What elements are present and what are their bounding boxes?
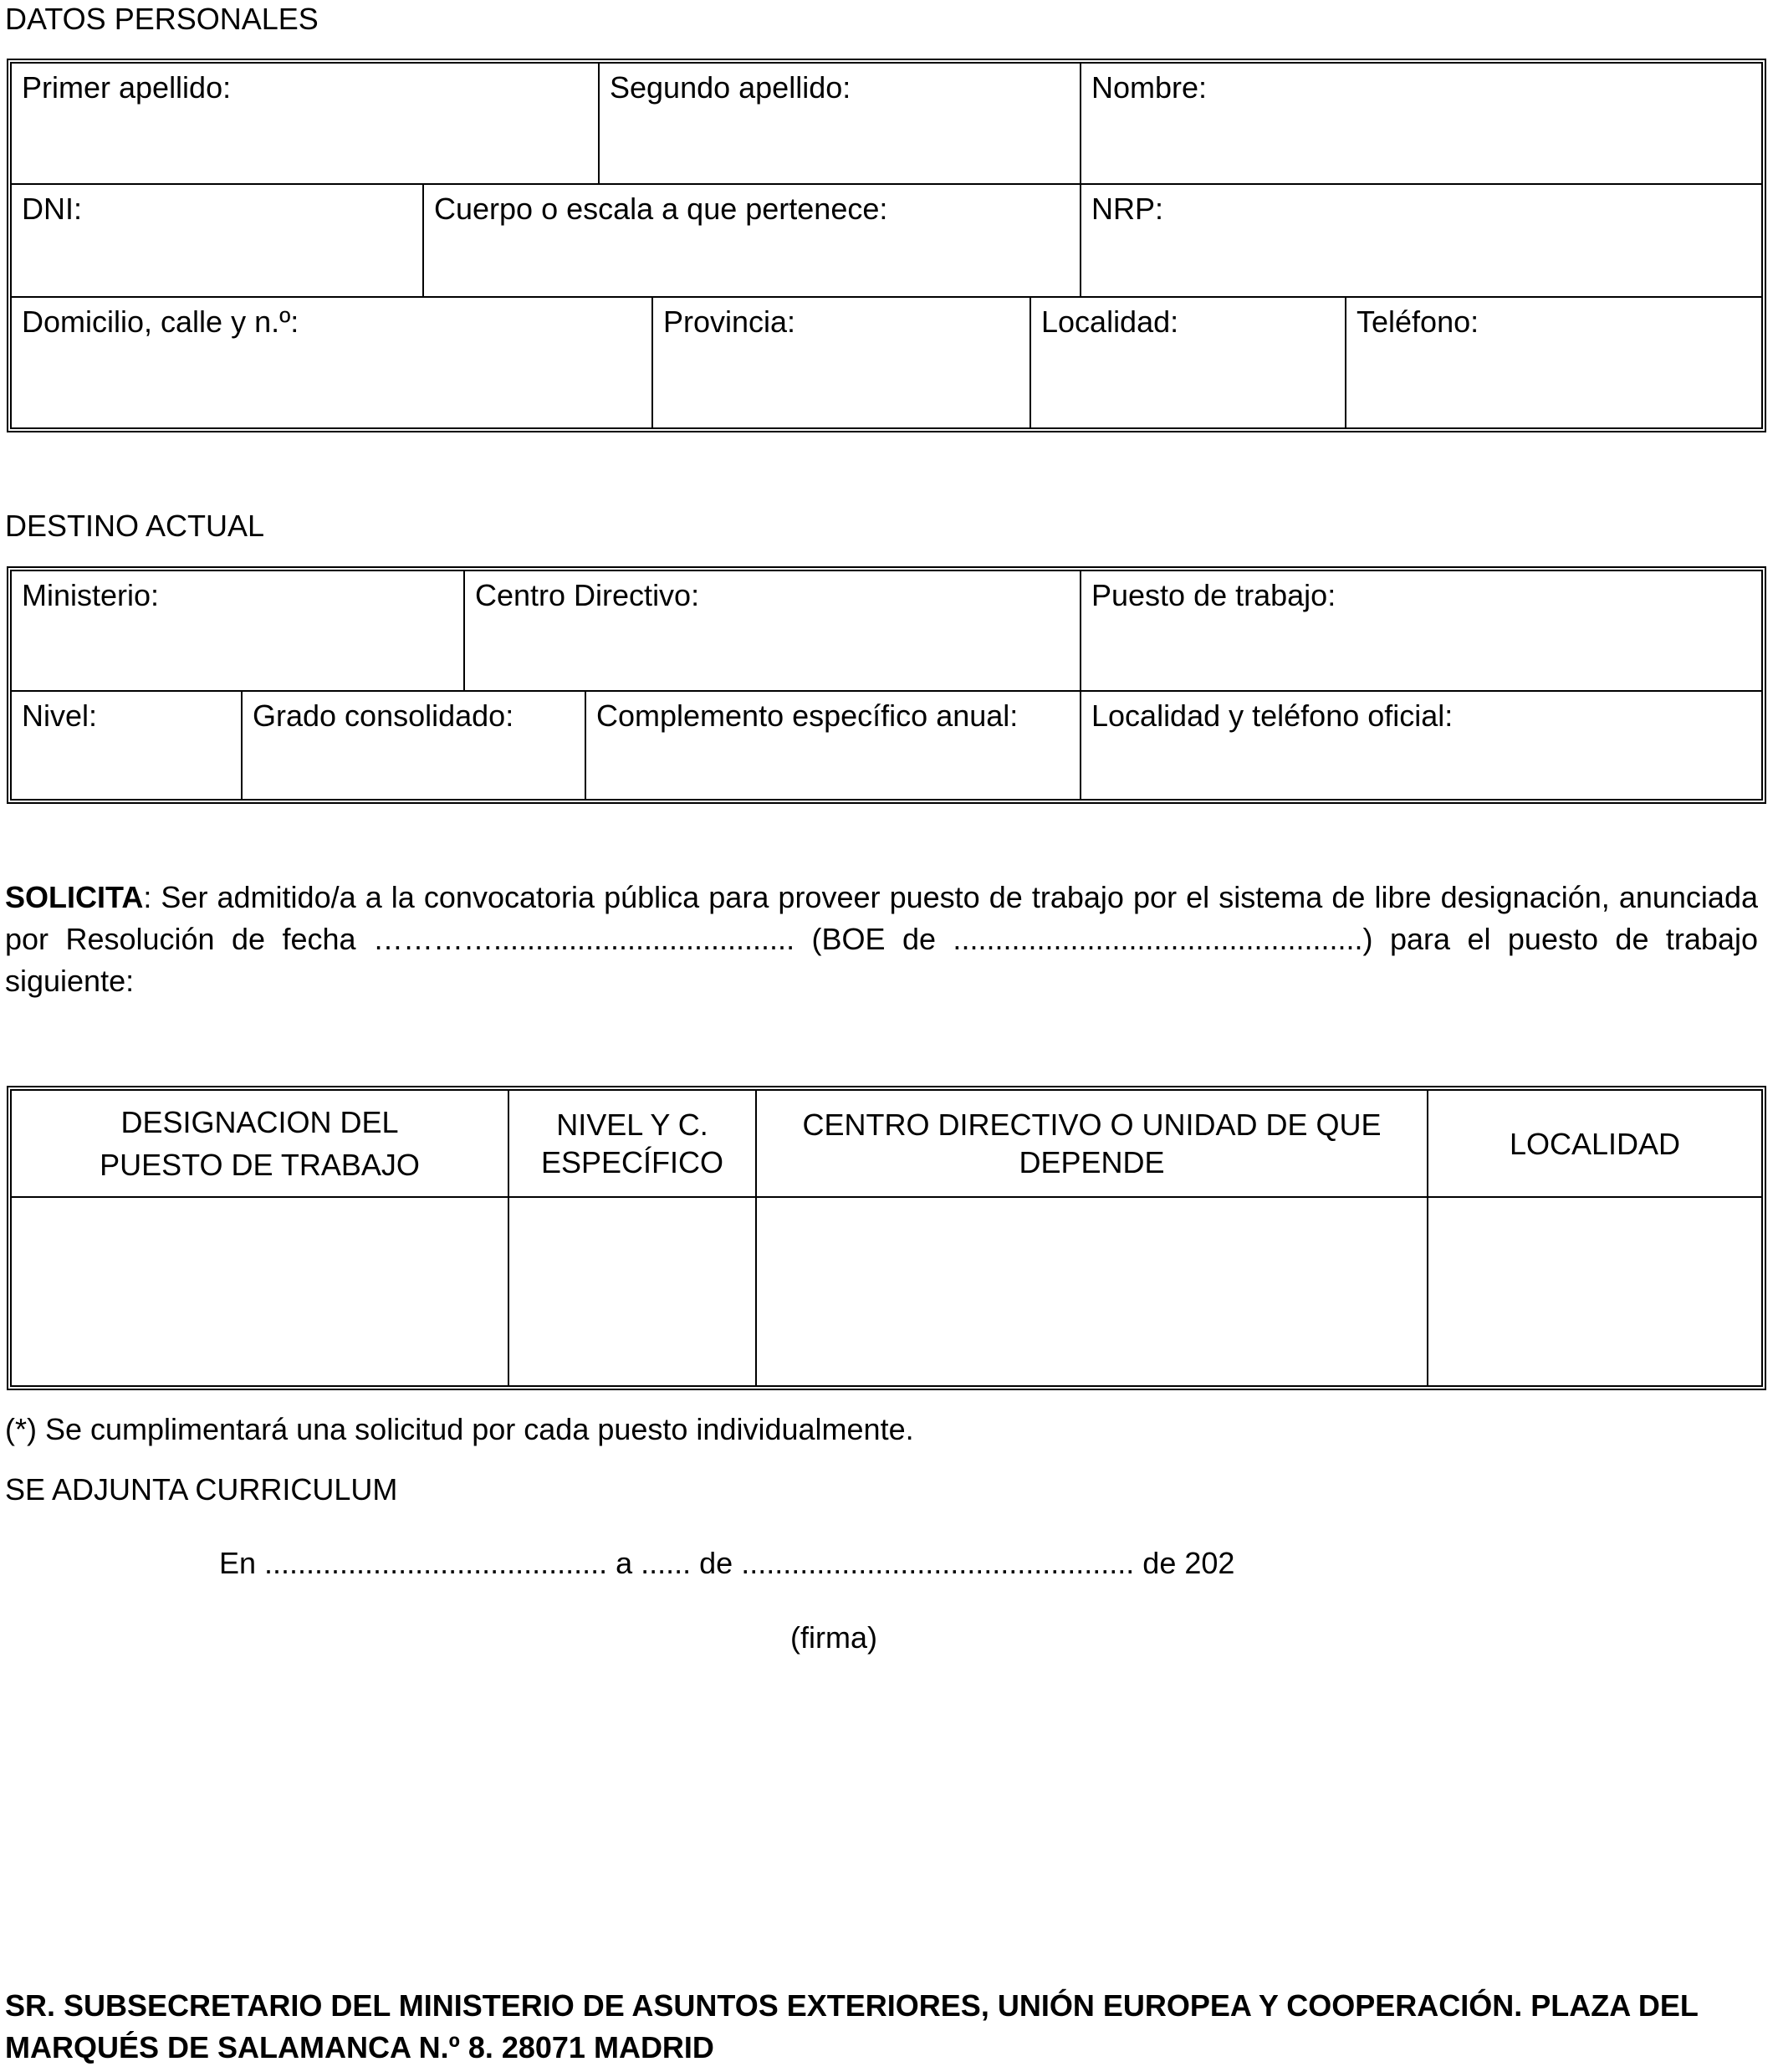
destino-heading: DESTINO ACTUAL (5, 509, 265, 543)
grado-label: Grado consolidado: (253, 698, 514, 733)
primer-apellido-field[interactable] (12, 64, 599, 183)
nombre-field[interactable] (1081, 64, 1761, 183)
localidad-telefono-label: Localidad y teléfono oficial: (1091, 698, 1454, 733)
centro-directivo-header (756, 1091, 1428, 1196)
date-line: En ......................................... a ...... de ............................................... de 202 (219, 1546, 1235, 1580)
dni-label: DNI: (22, 192, 82, 226)
complemento-label: Complemento específico anual: (596, 698, 1019, 733)
localidad-label: Localidad: (1041, 304, 1179, 339)
designacion-header-line2: PUESTO DE TRABAJO (100, 1148, 420, 1182)
nombre-label: Nombre: (1091, 70, 1208, 105)
solicita-paragraph (5, 877, 1758, 1002)
nivel-especifico-header-line1: NIVEL Y C. (556, 1108, 708, 1142)
nrp-field[interactable] (1081, 184, 1761, 296)
telefono-field[interactable] (1346, 297, 1761, 427)
domicilio-field[interactable] (12, 297, 652, 427)
provincia-label: Provincia: (663, 304, 796, 339)
localidad-cell[interactable] (1428, 1197, 1761, 1385)
provincia-field[interactable] (652, 297, 1030, 427)
note-text: (*) Se cumplimentará una solicitud por cada puesto individualmente. (5, 1412, 914, 1446)
solicita-text: : Ser admitido/a a la convocatoria pública para proveer puesto de trabajo por el sistema de libre designación, anunciada por Resolución de fecha ………….................................... (BOE de .................................................) para el puesto de trabajo siguiente: (5, 880, 1758, 998)
segundo-apellido-label: Segundo apellido: (610, 70, 851, 105)
nivel-label: Nivel: (22, 698, 98, 733)
grado-field[interactable] (242, 691, 585, 799)
primer-apellido-label: Primer apellido: (22, 70, 232, 105)
complemento-field[interactable] (585, 691, 1081, 799)
localidad-telefono-field[interactable] (1081, 691, 1761, 799)
cuerpo-label: Cuerpo o escala a que pertenece: (434, 192, 888, 226)
puesto-label: Puesto de trabajo: (1091, 578, 1336, 612)
puesto-field[interactable] (1081, 571, 1761, 690)
personal-data-heading: DATOS PERSONALES (5, 2, 319, 36)
firma-text: (firma) (790, 1620, 877, 1655)
puesto-table (7, 1086, 1766, 1390)
solicita-label: SOLICITA (5, 880, 144, 914)
cuerpo-field[interactable] (423, 184, 1081, 296)
centro-directivo-label: Centro Directivo: (475, 578, 700, 612)
nivel-especifico-cell[interactable] (508, 1197, 756, 1385)
segundo-apellido-field[interactable] (599, 64, 1081, 183)
personal-data-box (7, 59, 1766, 432)
nivel-especifico-header (508, 1091, 756, 1196)
address-text: SR. SUBSECRETARIO DEL MINISTERIO DE ASUNTOS EXTERIORES, UNIÓN EUROPEA Y COOPERACIÓN. PLAZA DEL MARQUÉS DE SALAMANCA N.º 8. 28071 MADRID (5, 1988, 1699, 2064)
designacion-cell[interactable] (12, 1197, 508, 1385)
localidad-header: LOCALIDAD (1428, 1091, 1761, 1196)
centro-directivo-header-line2: DEPENDE (1019, 1145, 1165, 1179)
nivel-especifico-header-line2: ESPECÍFICO (540, 1145, 724, 1179)
centro-directivo-header-line1: CENTRO DIRECTIVO O UNIDAD DE QUE (802, 1108, 1382, 1142)
telefono-label: Teléfono: (1356, 304, 1479, 339)
localidad-field[interactable] (1030, 297, 1346, 427)
ministerio-label: Ministerio: (22, 578, 160, 612)
domicilio-label: Domicilio, calle y n.º: (22, 304, 299, 339)
designacion-header (12, 1091, 508, 1196)
nrp-label: NRP: (1091, 192, 1164, 226)
centro-directivo-cell[interactable] (756, 1197, 1428, 1385)
adjunta-text: SE ADJUNTA CURRICULUM (5, 1472, 398, 1507)
destino-box (7, 566, 1766, 804)
nivel-field[interactable] (12, 691, 242, 799)
centro-directivo-field[interactable] (464, 571, 1081, 690)
ministerio-field[interactable] (12, 571, 464, 690)
dni-field[interactable] (12, 184, 423, 296)
designacion-header-line1: DESIGNACION DEL (120, 1105, 399, 1139)
